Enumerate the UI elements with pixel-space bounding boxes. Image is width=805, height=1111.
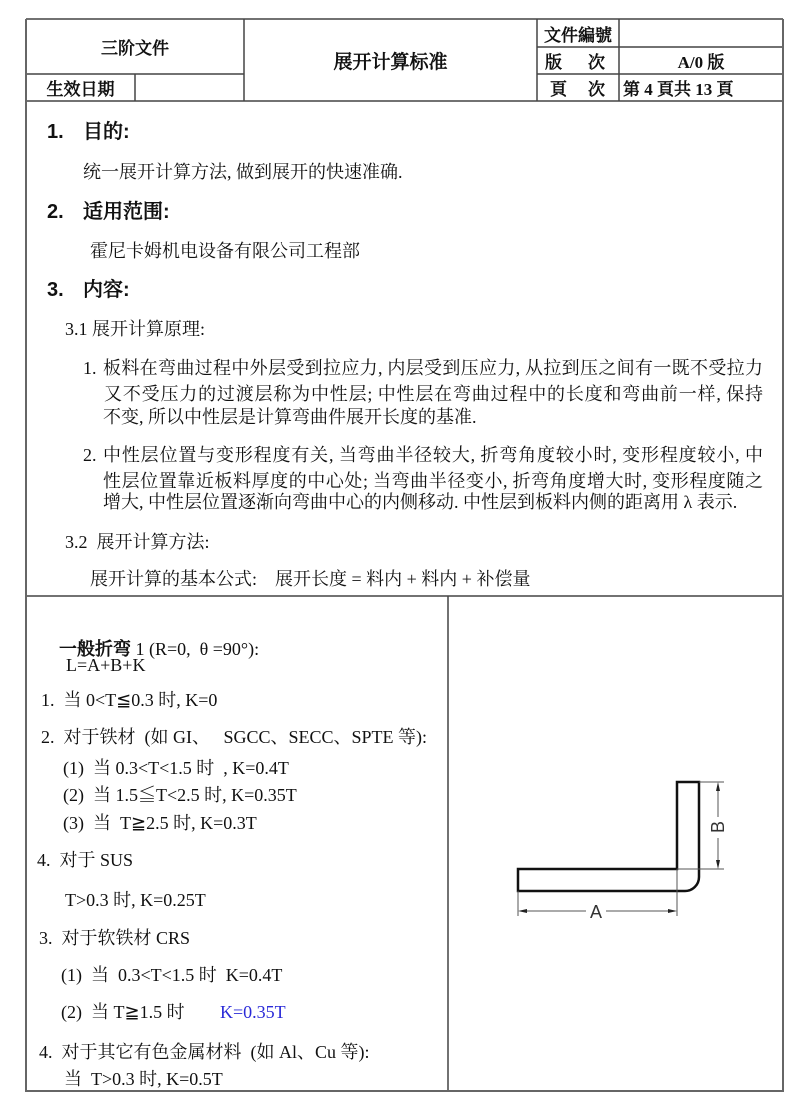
rule-line: 4. 对于 SUS <box>37 850 134 870</box>
arrow-left-icon <box>518 909 527 913</box>
doc-level-cell <box>26 19 244 74</box>
principle-item-2-line-2: 性层位置靠近板料厚度的中心处; 当弯曲半径变小, 折弯角度增大时, 变形程度随之 <box>103 471 763 491</box>
rule-line: T>0.3 时, K=0.25T <box>65 890 206 910</box>
section-number: 2. <box>47 201 64 223</box>
page-label: 頁 次 <box>550 80 605 99</box>
doc-no-value-cell <box>619 19 783 47</box>
subsection-heading-method: 3.2 展开计算方法: <box>65 532 210 552</box>
effective-date-value-cell <box>135 74 244 101</box>
arrow-up-icon <box>716 782 720 791</box>
page-number: 第 4 頁共 13 頁 <box>623 80 734 99</box>
rule-line: 当 T>0.3 时, K=0.5T <box>64 1069 223 1089</box>
rule-line: (1) 当 0.3<T<1.5 时 , K=0.4T <box>63 758 289 778</box>
list-item-number: 2. <box>83 445 97 465</box>
section-heading-scope: 适用范围: <box>83 201 170 223</box>
dimension-lines <box>518 782 724 916</box>
version-label-cell <box>537 47 619 74</box>
section-heading-content: 内容: <box>83 279 130 301</box>
page-label-cell <box>537 74 619 101</box>
bend-case-params: 1 (R=0, θ =90°): <box>131 639 260 659</box>
rule-line: 3. 对于软铁材 CRS <box>39 928 191 948</box>
rule-line: (1) 当 0.3<T<1.5 时 K=0.4T <box>61 965 283 985</box>
section-heading-purpose: 目的: <box>83 121 130 143</box>
arrowheads <box>518 782 720 913</box>
version-label: 版 次 <box>545 53 605 72</box>
version-value: A/0 版 <box>677 53 725 72</box>
highlighted-k-value: K=0.35T <box>220 1002 286 1022</box>
rule-line: (2) 当 T≧1.5 时 <box>61 1002 185 1022</box>
rule-line: 4. 对于其它有色金属材料 (如 Al、Cu 等): <box>39 1042 370 1062</box>
effective-date-label: 生效日期 <box>46 80 115 99</box>
effective-date-label-cell <box>26 74 135 101</box>
page-value-cell <box>619 74 783 101</box>
scope-text: 霍尼卡姆机电设备有限公司工程部 <box>90 241 360 261</box>
doc-level: 三阶文件 <box>101 39 169 58</box>
principle-item-1-line-3: 不变, 所以中性层是计算弯曲件展开长度的基准. <box>103 407 477 427</box>
dimension-label-b: B <box>708 820 728 834</box>
section-number: 1. <box>47 121 64 143</box>
bend-case-heading <box>41 613 260 659</box>
rule-line: 1. 当 0<T≦0.3 时, K=0 <box>41 690 218 710</box>
document-title-cell <box>244 19 537 101</box>
rule-line: 2. 对于铁材 (如 GI、 SGCC、SECC、SPTE 等): <box>41 727 428 747</box>
doc-no-label-cell <box>537 19 619 47</box>
list-item-number: 1. <box>83 358 97 378</box>
arrow-down-icon <box>716 860 720 869</box>
formula-label: 展开计算的基本公式: <box>90 569 258 589</box>
subsection-heading-principle: 3.1 展开计算原理: <box>65 319 206 339</box>
dimension-label-a: A <box>589 902 603 922</box>
principle-item-2-line-1: 中性层位置与变形程度有关, 当弯曲半径较大, 折弯角度较小时, 变形程度较小, 中 <box>103 445 763 465</box>
document-title: 展开计算标准 <box>333 51 448 73</box>
principle-item-2-line-3: 增大, 中性层位置逐渐向弯曲中心的内侧移动. 中性层到板料内侧的距离用 λ 表示. <box>103 492 738 512</box>
bend-diagram <box>500 770 740 930</box>
rule-line: (3) 当 T≧2.5 时, K=0.3T <box>63 813 257 833</box>
doc-no-label: 文件編號 <box>544 25 612 45</box>
basic-formula: 展开长度 = 料内 + 料内 + 补偿量 <box>275 569 531 589</box>
purpose-text: 统一展开计算方法, 做到展开的快速准确. <box>83 162 403 182</box>
section-number: 3. <box>47 279 64 301</box>
bend-formula: L=A+B+K <box>66 655 146 675</box>
rule-line: (2) 当 1.5≦T<2.5 时, K=0.35T <box>63 785 297 805</box>
bent-sheet-outline <box>518 782 699 891</box>
principle-item-1-line-1: 板料在弯曲过程中外层受到拉应力, 内层受到压应力, 从拉到压之间有一既不受拉力 <box>103 358 763 378</box>
arrow-right-icon <box>668 909 677 913</box>
version-value-cell <box>619 47 783 74</box>
bend-case-title: 一般折弯 <box>59 639 131 659</box>
principle-item-1-line-2: 又不受压力的过渡层称为中性层; 中性层在弯曲过程中的长度和弯曲前一样, 保持 <box>104 384 763 404</box>
